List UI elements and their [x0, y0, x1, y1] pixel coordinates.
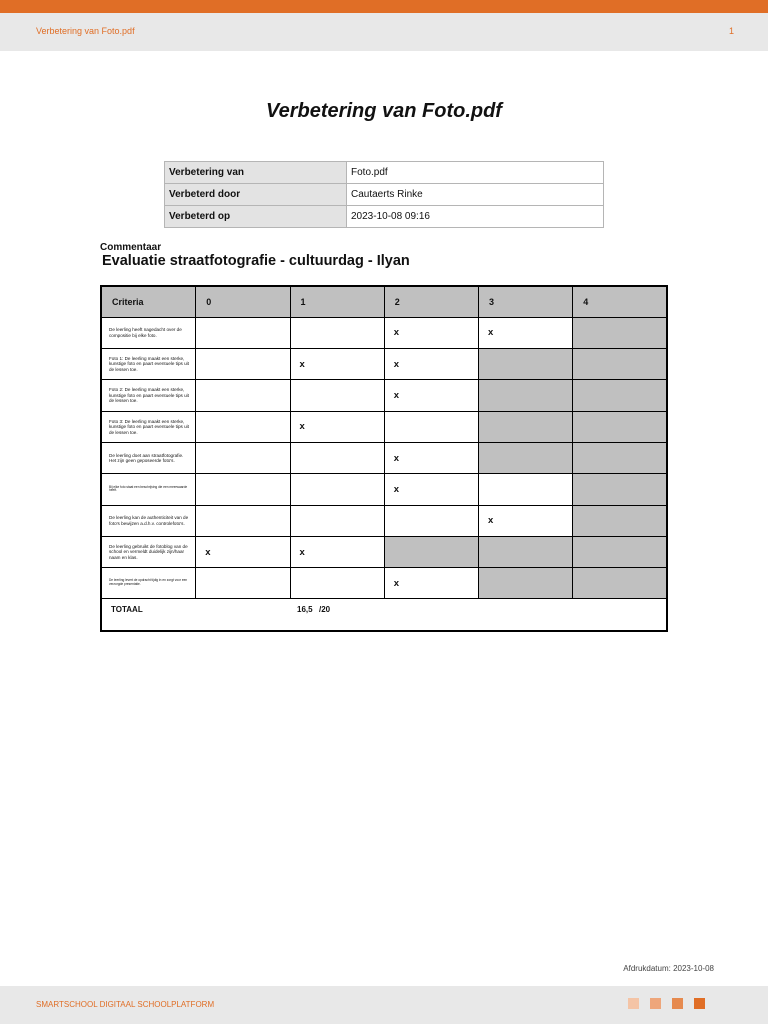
rubric-score-cell: x [384, 442, 478, 473]
rubric-score-cell [573, 474, 667, 505]
rubric-header-score: 2 [384, 286, 478, 317]
rubric-score-cell [478, 442, 572, 473]
meta-value: Foto.pdf [347, 162, 604, 184]
logo-square [628, 998, 639, 1009]
total-max: /20 [319, 605, 331, 615]
rubric-score-cell [290, 568, 384, 599]
meta-row [165, 206, 604, 228]
header-document-name: Verbetering van Foto.pdf [36, 26, 135, 36]
rubric-score-cell: x [196, 536, 290, 567]
rubric-score-cell [196, 411, 290, 442]
rubric-header-score: 3 [478, 286, 572, 317]
meta-value: Cautaerts Rinke [347, 184, 604, 206]
logo-square [672, 998, 683, 1009]
footer-brand: SMARTSCHOOL DIGITAAL SCHOOLPLATFORM [36, 1000, 215, 1009]
meta-row [165, 184, 604, 206]
rubric-score-cell: x [384, 349, 478, 380]
rubric-score-cell [384, 536, 478, 567]
rubric-score-cell [196, 568, 290, 599]
rubric-score-cell [196, 474, 290, 505]
rubric-score-cell: x [478, 317, 572, 348]
rubric-score-cell [478, 568, 572, 599]
rubric-score-cell [573, 505, 667, 536]
logo-square [650, 998, 661, 1009]
rubric-score-cell [573, 380, 667, 411]
rubric-score-cell [290, 442, 384, 473]
rubric-header-criteria: Criteria [101, 286, 196, 317]
rubric-score-cell [196, 442, 290, 473]
rubric-score-cell [384, 505, 478, 536]
rubric-header-row [101, 286, 667, 317]
rubric-criterion: De leerling kan de authenticiteit van de foto's bewijzen a.d.h.v. controlefoto's. [101, 505, 196, 536]
rubric-table [100, 285, 668, 632]
rubric-score-cell [573, 349, 667, 380]
rubric-score-cell: x [384, 568, 478, 599]
meta-value: 2023-10-08 09:16 [347, 206, 604, 228]
rubric-header-score: 1 [290, 286, 384, 317]
rubric-row [101, 442, 667, 473]
rubric-score-cell [478, 474, 572, 505]
rubric-score-cell [478, 536, 572, 567]
rubric-score-cell [290, 474, 384, 505]
meta-label: Verbeterd door [165, 184, 347, 206]
rubric-score-cell [573, 442, 667, 473]
top-accent-stripe [0, 0, 768, 13]
rubric-score-cell [196, 349, 290, 380]
page-number: 1 [728, 26, 734, 36]
rubric-criterion: De leerling doet aan straatfotografie. Het zijn geen geposeerde foto's. [101, 442, 196, 473]
rubric-criterion: De leerling levert de opdracht tijdig in en zorgt voor een verzorgde presentatie. [101, 568, 196, 599]
evaluation-title: Evaluatie straatfotografie - cultuurdag - Ilyan [102, 253, 410, 269]
rubric-header-score: 0 [196, 286, 290, 317]
rubric-row [101, 568, 667, 599]
rubric-criterion: Foto 3: De leerling maakt een sterke, kunstige foto en paart eventuele tips uit de lessen toe. [101, 411, 196, 442]
rubric-criterion: Foto 2: De leerling maakt een sterke, kunstige foto en paart eventuele tips uit de lessen toe. [101, 380, 196, 411]
rubric-score-cell [573, 411, 667, 442]
meta-label: Verbetering van [165, 162, 347, 184]
rubric-score-cell [290, 505, 384, 536]
rubric-header-score: 4 [573, 286, 667, 317]
rubric-score-cell [573, 568, 667, 599]
page-header [0, 13, 768, 51]
rubric-score-cell [196, 317, 290, 348]
rubric-criterion: De leerling heeft nagedacht over de compositie bij elke foto. [101, 317, 196, 348]
rubric-row [101, 411, 667, 442]
rubric-score-cell [573, 317, 667, 348]
total-label: TOTAAL [111, 605, 143, 615]
logo-square [694, 998, 705, 1009]
rubric-score-cell: x [290, 536, 384, 567]
rubric-criterion: Foto 1: De leerling maakt een sterke, kunstige foto en paart eventuele tips uit de lessen toe. [101, 349, 196, 380]
rubric-row [101, 317, 667, 348]
rubric-score-cell: x [384, 317, 478, 348]
meta-row [165, 162, 604, 184]
correction-info-table [164, 161, 604, 228]
rubric-score-cell [384, 411, 478, 442]
total-score: 16,5 [297, 605, 313, 615]
rubric-score-cell: x [384, 474, 478, 505]
page-footer [0, 986, 768, 1024]
rubric-score-cell [290, 380, 384, 411]
rubric-row [101, 505, 667, 536]
rubric-score-cell [196, 505, 290, 536]
rubric-score-cell [196, 380, 290, 411]
rubric-score-cell: x [478, 505, 572, 536]
rubric-row [101, 536, 667, 567]
rubric-total-row [101, 599, 667, 631]
print-date: Afdrukdatum: 2023-10-08 [623, 964, 714, 973]
rubric-score-cell [478, 380, 572, 411]
rubric-score-cell [478, 411, 572, 442]
rubric-score-cell: x [384, 380, 478, 411]
rubric-row [101, 349, 667, 380]
comment-label: Commentaar [100, 242, 162, 253]
rubric-score-cell [290, 317, 384, 348]
total-cell [101, 599, 667, 631]
rubric-score-cell: x [290, 411, 384, 442]
rubric-score-cell: x [290, 349, 384, 380]
rubric-criterion: De leerling gebruikt de fotoblog van de school en vermeldt duidelijk zijn/haar naam en klas. [101, 536, 196, 567]
meta-label: Verbeterd op [165, 206, 347, 228]
rubric-score-cell [573, 536, 667, 567]
rubric-row [101, 474, 667, 505]
rubric-score-cell [478, 349, 572, 380]
rubric-criterion: Bij elke foto staat een beschrijving die een meerwaarde heeft. [101, 474, 196, 505]
document-title: Verbetering van Foto.pdf [266, 100, 502, 122]
rubric-row [101, 380, 667, 411]
